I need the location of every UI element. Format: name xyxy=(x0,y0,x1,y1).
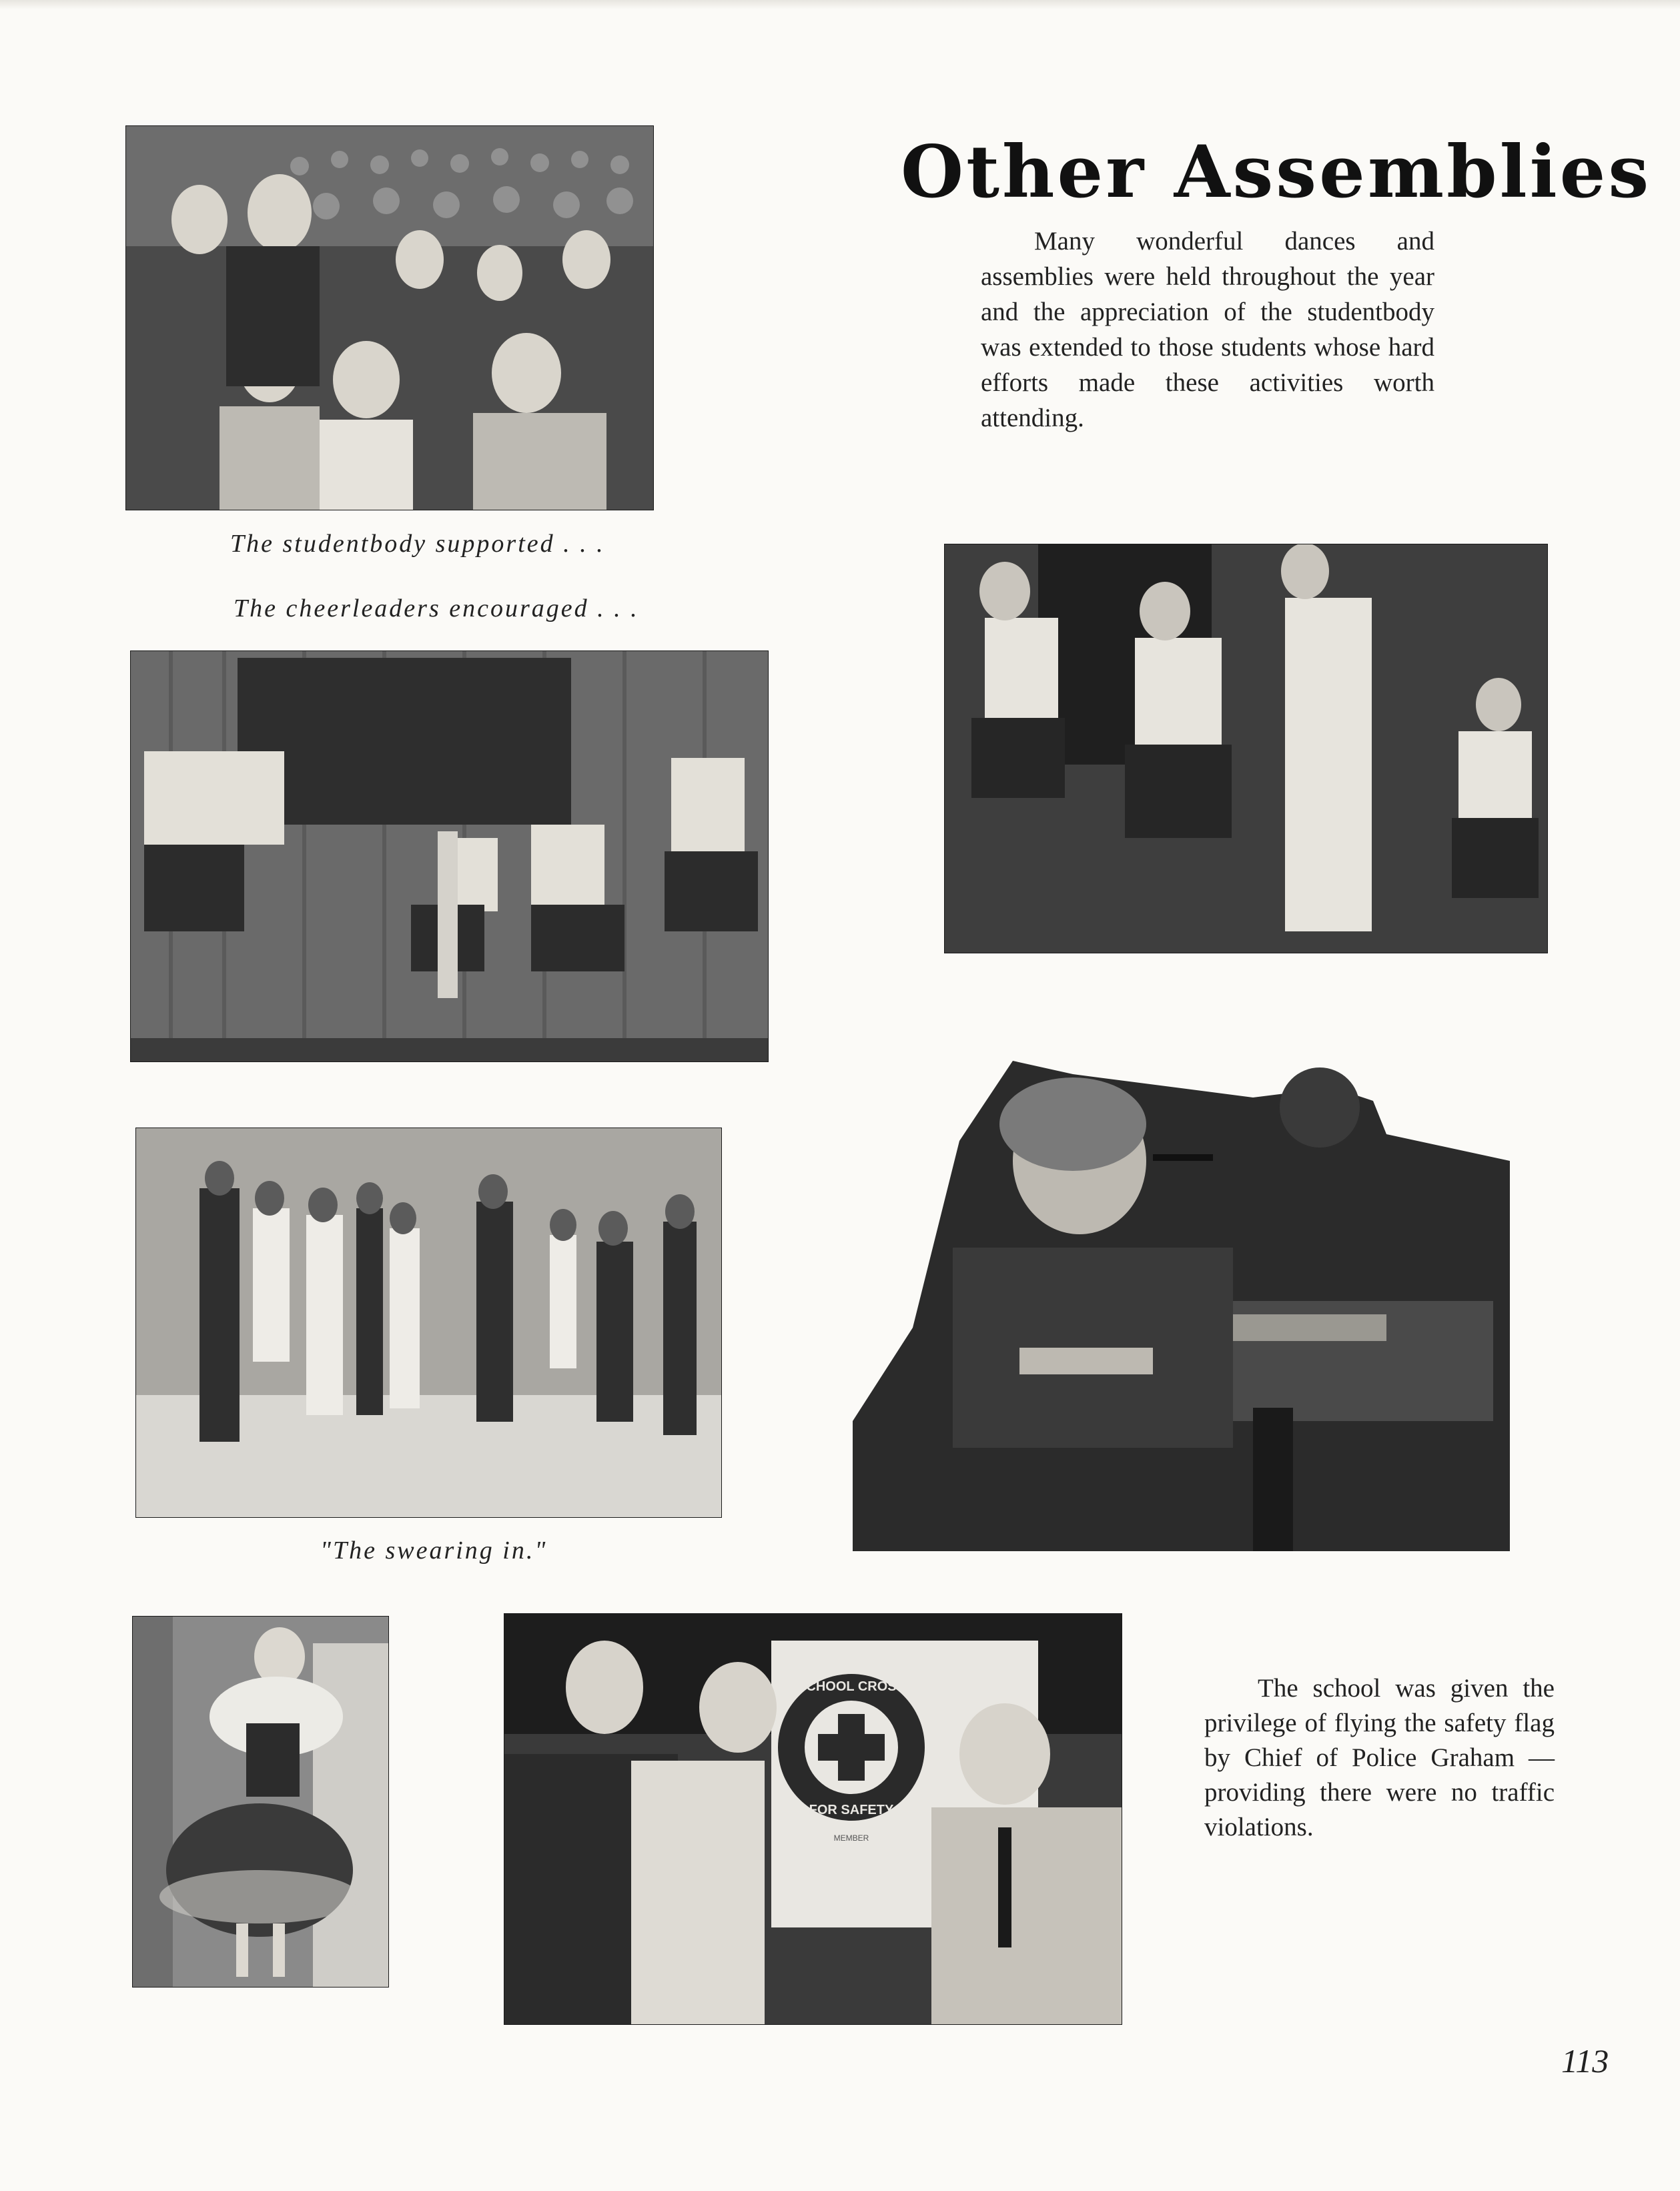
photo-studentbody-audience xyxy=(125,125,654,510)
page-title: Other Assemblies xyxy=(901,130,1652,214)
flag-text-top: SCHOOL CROSS xyxy=(797,1679,905,1694)
photo-stage-football-player xyxy=(944,544,1548,953)
caption-cheerleaders: The cheerleaders encouraged . . . xyxy=(234,594,639,622)
flag-text-member: MEMBER xyxy=(833,1833,869,1843)
safety-paragraph xyxy=(1204,1671,1555,1845)
page-edge xyxy=(0,0,1680,9)
flag-text-bottom: FOR SAFETY xyxy=(809,1803,894,1817)
page-number: 113 xyxy=(1561,2042,1609,2080)
caption-swearing-in: "The swearing in." xyxy=(320,1537,548,1565)
intro-paragraph xyxy=(981,224,1434,436)
photo-pianist xyxy=(853,1061,1510,1551)
photo-safety-flag xyxy=(504,1613,1122,2025)
photo-cheerleaders-stage xyxy=(130,650,769,1062)
safety-text: The school was given the privilege of flying the safety flag by Chief of Police Graham — providing there were no traffic violations. xyxy=(1204,1674,1555,1841)
photo-swearing-in xyxy=(135,1128,722,1518)
photo-square-dancer xyxy=(132,1616,389,1988)
intro-text: Many wonderful dances and assemblies were held throughout the year and the appreciation of the studentbody was extended to those students whose hard efforts made these activities worth attending. xyxy=(981,227,1434,432)
caption-studentbody: The studentbody supported . . . xyxy=(230,530,605,558)
